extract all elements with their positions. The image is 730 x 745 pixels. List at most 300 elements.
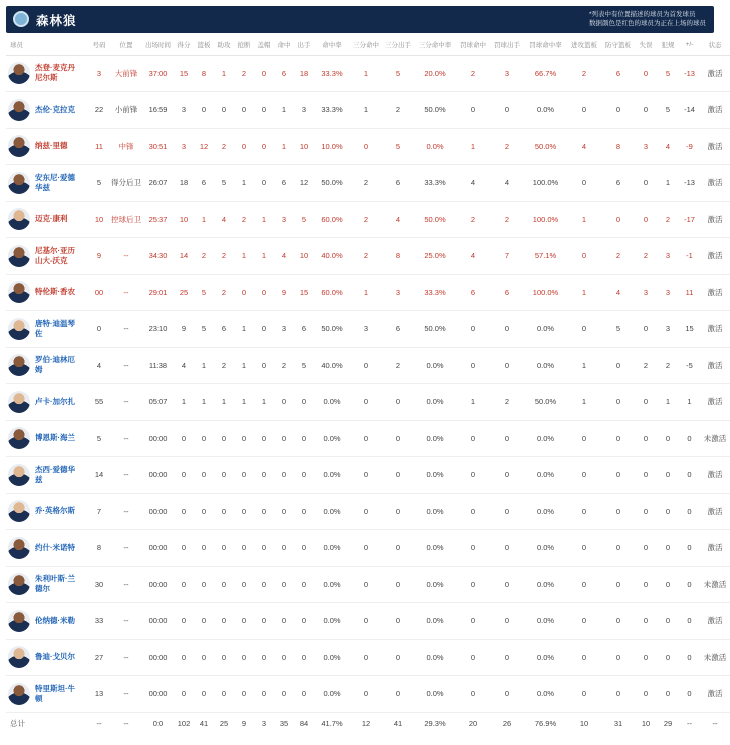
stat-cell: 0.0% bbox=[314, 493, 350, 530]
stat-cell: 10.0% bbox=[314, 128, 350, 165]
stat-cell: 0.0% bbox=[414, 639, 456, 676]
stat-cell: 0 bbox=[194, 420, 214, 457]
stat-cell: 3 bbox=[174, 92, 194, 129]
player-avatar[interactable] bbox=[8, 172, 30, 194]
legend-line-2: 数据颜色是红色的球员为正在上场的球员 bbox=[589, 20, 706, 27]
stat-cell: 0 bbox=[657, 639, 679, 676]
total-stat-cell: 29.3% bbox=[424, 718, 446, 728]
stat-cell: 0 bbox=[490, 420, 524, 457]
stat-cell: 0 bbox=[214, 420, 234, 457]
player-name-link[interactable]: 杰西·爱德华兹 bbox=[35, 464, 75, 484]
player-cell[interactable] bbox=[6, 603, 88, 640]
player-name-link[interactable]: 纳兹·里德 bbox=[35, 141, 68, 151]
player-row[interactable] bbox=[6, 639, 730, 676]
stat-cell: 0 bbox=[567, 603, 601, 640]
player-row[interactable] bbox=[6, 238, 730, 275]
stat-cell: 0 bbox=[214, 92, 234, 129]
stat-cell: 0 bbox=[456, 311, 490, 348]
column-header[interactable]: 号码 bbox=[88, 35, 110, 55]
status-cell: 激活 bbox=[700, 238, 730, 275]
stat-cell: 2 bbox=[382, 347, 414, 384]
player-row[interactable] bbox=[6, 530, 730, 567]
stat-cell: 100.0% bbox=[524, 274, 567, 311]
player-cell[interactable] bbox=[6, 420, 88, 457]
stat-cell: 00:00 bbox=[142, 493, 174, 530]
stat-cell: 0 bbox=[194, 493, 214, 530]
stat-cell: 1 bbox=[254, 238, 274, 275]
team-logo-icon bbox=[13, 11, 29, 27]
status-cell: 激活 bbox=[700, 676, 730, 713]
stat-cell: 3 bbox=[635, 128, 657, 165]
column-header[interactable]: +/- bbox=[679, 35, 700, 55]
player-cell[interactable] bbox=[6, 311, 88, 348]
player-name-link[interactable]: 特里斯坦·牛顿 bbox=[35, 683, 75, 703]
status-cell: 未激活 bbox=[700, 639, 730, 676]
stat-cell: 2 bbox=[382, 92, 414, 129]
stat-cell: 15 bbox=[679, 311, 700, 348]
player-cell[interactable] bbox=[6, 128, 88, 165]
stat-cell: 1 bbox=[456, 384, 490, 421]
stat-cell: 0 bbox=[350, 347, 382, 384]
stat-cell: 5 bbox=[294, 347, 314, 384]
stat-cell: 50.0% bbox=[314, 311, 350, 348]
stat-cell: 3 bbox=[294, 92, 314, 129]
stat-cell: 29:01 bbox=[142, 274, 174, 311]
stat-cell: -13 bbox=[679, 55, 700, 92]
stat-cell: 5 bbox=[88, 165, 110, 202]
stat-cell: 1 bbox=[657, 384, 679, 421]
stat-cell: 10 bbox=[88, 201, 110, 238]
column-header[interactable]: 犯规 bbox=[657, 35, 679, 55]
player-cell[interactable] bbox=[6, 55, 88, 92]
stat-cell: 27 bbox=[88, 639, 110, 676]
player-avatar[interactable] bbox=[8, 537, 30, 559]
player-avatar[interactable] bbox=[8, 500, 30, 522]
player-cell[interactable] bbox=[6, 274, 88, 311]
stat-cell: 0 bbox=[679, 420, 700, 457]
total-stat-cell: 41 bbox=[393, 718, 403, 728]
player-avatar[interactable] bbox=[8, 135, 30, 157]
stat-cell: 0 bbox=[254, 165, 274, 202]
status-cell: 激活 bbox=[700, 311, 730, 348]
player-avatar[interactable] bbox=[8, 391, 30, 413]
column-header[interactable]: 三分命中率 bbox=[414, 35, 456, 55]
player-row[interactable] bbox=[6, 128, 730, 165]
stat-cell: 0 bbox=[382, 566, 414, 603]
player-row[interactable] bbox=[6, 92, 730, 129]
stat-cell: 0 bbox=[274, 530, 294, 567]
stat-cell: 5 bbox=[194, 274, 214, 311]
stat-cell: 2 bbox=[214, 347, 234, 384]
status-cell: 激活 bbox=[700, 493, 730, 530]
total-stat-cell: -- bbox=[96, 718, 102, 728]
stat-cell: 10 bbox=[294, 128, 314, 165]
legend-line-1: *列表中有位置描述的球员为首发球员 bbox=[589, 11, 696, 18]
player-name-link[interactable]: 迈克·康利 bbox=[35, 214, 68, 224]
player-row[interactable] bbox=[6, 566, 730, 603]
player-name-link[interactable]: 杰伦·克拉克 bbox=[35, 104, 75, 114]
column-header[interactable]: 位置 bbox=[110, 35, 142, 55]
player-cell[interactable] bbox=[6, 639, 88, 676]
stat-cell: 1 bbox=[214, 55, 234, 92]
stat-cell: 18 bbox=[294, 55, 314, 92]
player-name-link[interactable]: 博恩斯·海兰 bbox=[35, 433, 75, 443]
stat-cell: 0 bbox=[254, 420, 274, 457]
player-name-link[interactable]: 约什·米诺特 bbox=[35, 542, 75, 552]
player-avatar[interactable] bbox=[8, 464, 30, 486]
total-stat-cell: 29 bbox=[663, 718, 673, 728]
stat-cell: 0.0% bbox=[314, 530, 350, 567]
stat-cell: 0 bbox=[490, 530, 524, 567]
stat-cell: 2 bbox=[350, 201, 382, 238]
stat-cell: 16:59 bbox=[142, 92, 174, 129]
player-row[interactable] bbox=[6, 311, 730, 348]
stat-cell: 6 bbox=[601, 55, 635, 92]
stat-cell: 23:10 bbox=[142, 311, 174, 348]
stat-cell: 0 bbox=[567, 566, 601, 603]
total-stat-cell: 3 bbox=[261, 718, 267, 728]
stat-cell: 0 bbox=[490, 457, 524, 494]
stat-cell: -- bbox=[110, 493, 142, 530]
player-name-link[interactable]: 尼基尔·亚历山大-沃克 bbox=[35, 245, 75, 265]
player-row[interactable] bbox=[6, 347, 730, 384]
stat-cell: 0 bbox=[456, 530, 490, 567]
player-avatar[interactable] bbox=[8, 610, 30, 632]
player-row[interactable] bbox=[6, 493, 730, 530]
stat-cell: 0 bbox=[350, 676, 382, 713]
stat-cell: 4 bbox=[657, 128, 679, 165]
stat-cell: 0 bbox=[635, 201, 657, 238]
stat-cell: 40.0% bbox=[314, 347, 350, 384]
stat-cell: 0 bbox=[274, 639, 294, 676]
stat-cell: 00:00 bbox=[142, 676, 174, 713]
player-name-link[interactable]: 乔·英格尔斯 bbox=[35, 506, 75, 516]
stat-cell: 0 bbox=[601, 457, 635, 494]
stat-cell: 0 bbox=[490, 347, 524, 384]
stat-cell: 0 bbox=[635, 384, 657, 421]
stat-cell: 33.3% bbox=[314, 55, 350, 92]
stat-cell: 0 bbox=[254, 457, 274, 494]
stat-cell: 4 bbox=[88, 347, 110, 384]
stat-cell: 4 bbox=[274, 238, 294, 275]
stat-cell: 1 bbox=[234, 165, 254, 202]
player-row[interactable] bbox=[6, 201, 730, 238]
stat-cell: 34:30 bbox=[142, 238, 174, 275]
stat-cell: 0 bbox=[567, 639, 601, 676]
stat-cell: 0 bbox=[294, 420, 314, 457]
stat-cell: 0 bbox=[214, 639, 234, 676]
total-stat-cell: -- bbox=[712, 718, 718, 728]
stat-cell: 0 bbox=[214, 530, 234, 567]
stat-cell: 0 bbox=[274, 493, 294, 530]
total-stat-cell: 10 bbox=[641, 718, 651, 728]
player-cell[interactable] bbox=[6, 530, 88, 567]
player-row[interactable] bbox=[6, 676, 730, 713]
column-header[interactable]: 状态 bbox=[700, 35, 730, 55]
stat-cell: 5 bbox=[382, 128, 414, 165]
stat-cell: -- bbox=[110, 676, 142, 713]
totals-row bbox=[6, 712, 730, 734]
stat-cell: 60.0% bbox=[314, 201, 350, 238]
stat-cell: 2 bbox=[635, 347, 657, 384]
stat-cell: -- bbox=[110, 639, 142, 676]
player-row[interactable] bbox=[6, 165, 730, 202]
stat-cell: 0 bbox=[635, 92, 657, 129]
column-header[interactable]: 进攻篮板 bbox=[567, 35, 601, 55]
stat-cell: 0 bbox=[350, 566, 382, 603]
stat-cell: 3 bbox=[657, 311, 679, 348]
stat-cell: 0 bbox=[194, 566, 214, 603]
stat-cell: 0 bbox=[294, 530, 314, 567]
stat-cell: 0 bbox=[567, 238, 601, 275]
status-cell: 激活 bbox=[700, 274, 730, 311]
stat-cell: 33.3% bbox=[414, 274, 456, 311]
player-row[interactable] bbox=[6, 603, 730, 640]
stat-cell: 30 bbox=[88, 566, 110, 603]
stat-cell: 1 bbox=[234, 238, 254, 275]
player-name-link[interactable]: 鲁迪·戈贝尔 bbox=[35, 652, 75, 662]
stat-cell: 0 bbox=[254, 493, 274, 530]
stat-cell: 66.7% bbox=[524, 55, 567, 92]
stat-cell: 2 bbox=[567, 55, 601, 92]
column-header[interactable]: 罚球出手 bbox=[490, 35, 524, 55]
total-stat-cell: 25 bbox=[219, 718, 229, 728]
stat-cell: 0 bbox=[294, 603, 314, 640]
stat-cell: 0 bbox=[234, 128, 254, 165]
stat-cell: 0 bbox=[382, 420, 414, 457]
stat-cell: 1 bbox=[350, 274, 382, 311]
player-avatar[interactable] bbox=[8, 281, 30, 303]
stat-cell: 15 bbox=[294, 274, 314, 311]
stat-cell: 4 bbox=[214, 201, 234, 238]
player-row[interactable] bbox=[6, 55, 730, 92]
stat-cell: 3 bbox=[174, 128, 194, 165]
stat-cell: 0 bbox=[567, 493, 601, 530]
player-cell[interactable] bbox=[6, 165, 88, 202]
total-stat-cell: 41 bbox=[199, 718, 209, 728]
stat-cell: 0 bbox=[254, 347, 274, 384]
stat-cell: 0 bbox=[456, 603, 490, 640]
column-header[interactable]: 抢断 bbox=[234, 35, 254, 55]
player-name-link[interactable]: 杰登·麦克丹尼尔斯 bbox=[35, 63, 75, 83]
stat-cell: 30:51 bbox=[142, 128, 174, 165]
stat-cell: 5 bbox=[601, 311, 635, 348]
stat-cell: 0 bbox=[254, 55, 274, 92]
total-stat-cell: 84 bbox=[299, 718, 309, 728]
player-avatar[interactable] bbox=[8, 318, 30, 340]
column-header[interactable]: 失误 bbox=[635, 35, 657, 55]
stat-cell: -9 bbox=[679, 128, 700, 165]
player-name-link[interactable]: 伦纳德·米勒 bbox=[35, 615, 75, 625]
stat-cell: 0 bbox=[567, 165, 601, 202]
stat-cell: -- bbox=[110, 603, 142, 640]
player-row[interactable] bbox=[6, 457, 730, 494]
player-row[interactable] bbox=[6, 274, 730, 311]
stat-cell: 33.3% bbox=[414, 165, 456, 202]
stat-cell: 25.0% bbox=[414, 238, 456, 275]
player-cell[interactable] bbox=[6, 238, 88, 275]
stat-cell: 0 bbox=[350, 128, 382, 165]
team-header bbox=[6, 6, 714, 33]
player-avatar[interactable] bbox=[8, 646, 30, 668]
status-cell: 未激活 bbox=[700, 566, 730, 603]
stat-cell: 0 bbox=[254, 92, 274, 129]
stat-cell: 0 bbox=[601, 603, 635, 640]
player-avatar[interactable] bbox=[8, 99, 30, 121]
stat-cell: 3 bbox=[635, 274, 657, 311]
player-cell[interactable] bbox=[6, 493, 88, 530]
status-cell: 激活 bbox=[700, 530, 730, 567]
stat-cell: 22 bbox=[88, 92, 110, 129]
stat-cell: 0 bbox=[234, 493, 254, 530]
stat-cell: 0 bbox=[194, 92, 214, 129]
stat-cell: 0 bbox=[382, 603, 414, 640]
stat-cell: 6 bbox=[274, 165, 294, 202]
player-name-link[interactable]: 卢卡·加尔扎 bbox=[35, 396, 75, 406]
stat-cell: 0 bbox=[456, 676, 490, 713]
total-stat-cell: 41.7% bbox=[321, 718, 343, 728]
stat-cell: 0 bbox=[456, 92, 490, 129]
column-header[interactable]: 出手 bbox=[294, 35, 314, 55]
stat-cell: 8 bbox=[88, 530, 110, 567]
total-stat-cell: 9 bbox=[241, 718, 247, 728]
stat-cell: 2 bbox=[490, 201, 524, 238]
column-header[interactable]: 三分出手 bbox=[382, 35, 414, 55]
stat-cell: 0 bbox=[234, 420, 254, 457]
stat-cell: 3 bbox=[382, 274, 414, 311]
stat-cell: 0 bbox=[679, 493, 700, 530]
player-row[interactable] bbox=[6, 420, 730, 457]
status-cell: 未激活 bbox=[700, 420, 730, 457]
player-cell[interactable] bbox=[6, 566, 88, 603]
stat-cell: 5 bbox=[214, 165, 234, 202]
stat-cell: 12 bbox=[294, 165, 314, 202]
stat-cell: 6 bbox=[274, 55, 294, 92]
player-cell[interactable] bbox=[6, 457, 88, 494]
stat-cell: 37:00 bbox=[142, 55, 174, 92]
player-cell[interactable] bbox=[6, 347, 88, 384]
player-avatar[interactable] bbox=[8, 245, 30, 267]
player-row[interactable] bbox=[6, 384, 730, 421]
player-cell[interactable] bbox=[6, 384, 88, 421]
stat-cell: -- bbox=[110, 311, 142, 348]
stat-cell: 0 bbox=[234, 92, 254, 129]
stat-cell: 2 bbox=[194, 238, 214, 275]
stat-cell: 6 bbox=[456, 274, 490, 311]
stat-cell: 0.0% bbox=[524, 676, 567, 713]
stat-cell: 1 bbox=[174, 384, 194, 421]
stat-cell: 3 bbox=[657, 238, 679, 275]
stat-cell: 4 bbox=[456, 238, 490, 275]
stat-cell: 0 bbox=[490, 566, 524, 603]
stat-cell: 0.0% bbox=[414, 128, 456, 165]
stat-cell: 1 bbox=[567, 384, 601, 421]
stat-cell: 得分后卫 bbox=[110, 165, 142, 202]
player-cell[interactable] bbox=[6, 92, 88, 129]
status-cell: 激活 bbox=[700, 201, 730, 238]
player-avatar[interactable] bbox=[8, 683, 30, 705]
stat-cell: 2 bbox=[350, 238, 382, 275]
stat-cell: 0 bbox=[657, 676, 679, 713]
stat-cell: 0 bbox=[567, 92, 601, 129]
totals-label: 总计 bbox=[10, 718, 25, 728]
stat-cell: 2 bbox=[234, 55, 254, 92]
stat-cell: 0.0% bbox=[524, 639, 567, 676]
stat-cell: 7 bbox=[88, 493, 110, 530]
stat-cell: 0 bbox=[174, 603, 194, 640]
column-header[interactable]: 命中 bbox=[274, 35, 294, 55]
stat-cell: 0 bbox=[254, 128, 274, 165]
column-header[interactable]: 得分 bbox=[174, 35, 194, 55]
stat-cell: 0 bbox=[254, 311, 274, 348]
stat-cell: 0 bbox=[350, 639, 382, 676]
column-header[interactable]: 罚球命中 bbox=[456, 35, 490, 55]
stat-cell: 3 bbox=[88, 55, 110, 92]
player-avatar[interactable] bbox=[8, 427, 30, 449]
stat-cell: 0 bbox=[601, 347, 635, 384]
stat-cell: 00 bbox=[88, 274, 110, 311]
player-cell[interactable] bbox=[6, 676, 88, 713]
player-avatar[interactable] bbox=[8, 62, 30, 84]
stat-cell: 00:00 bbox=[142, 639, 174, 676]
stat-cell: 1 bbox=[194, 201, 214, 238]
stat-cell: 3 bbox=[274, 311, 294, 348]
stat-cell: 0 bbox=[657, 603, 679, 640]
stat-cell: 55 bbox=[88, 384, 110, 421]
status-cell: 激活 bbox=[700, 457, 730, 494]
stat-cell: 0.0% bbox=[414, 566, 456, 603]
player-avatar[interactable] bbox=[8, 354, 30, 376]
player-name-link[interactable]: 朱利叶斯·兰德尔 bbox=[35, 574, 75, 594]
column-header[interactable]: 命中率 bbox=[314, 35, 350, 55]
column-header[interactable]: 防守篮板 bbox=[601, 35, 635, 55]
total-stat-cell: 102 bbox=[177, 718, 191, 728]
column-header-player[interactable]: 球员 bbox=[6, 35, 88, 55]
player-avatar[interactable] bbox=[8, 208, 30, 230]
stat-cell: 6 bbox=[490, 274, 524, 311]
player-name-link[interactable]: 罗伯·迪林厄姆 bbox=[35, 355, 75, 375]
column-header[interactable]: 罚球命中率 bbox=[524, 35, 567, 55]
stat-cell: 0 bbox=[274, 566, 294, 603]
stat-cell: 57.1% bbox=[524, 238, 567, 275]
stat-cell: 0 bbox=[635, 639, 657, 676]
stat-cell: 0 bbox=[601, 92, 635, 129]
stat-cell: 0 bbox=[214, 493, 234, 530]
column-header[interactable]: 三分命中 bbox=[350, 35, 382, 55]
stat-cell: 0 bbox=[350, 603, 382, 640]
stat-cell: -- bbox=[110, 457, 142, 494]
stat-cell: 6 bbox=[214, 311, 234, 348]
player-name-link[interactable]: 唐特·迪温琴佐 bbox=[35, 318, 75, 338]
stat-cell: 26:07 bbox=[142, 165, 174, 202]
total-stat-cell: 20 bbox=[468, 718, 478, 728]
stat-cell: 15 bbox=[174, 55, 194, 92]
player-name-link[interactable]: 特伦斯·香农 bbox=[35, 287, 75, 297]
stat-cell: -- bbox=[110, 384, 142, 421]
column-header[interactable]: 篮板 bbox=[194, 35, 214, 55]
column-header[interactable]: 出场时间 bbox=[142, 35, 174, 55]
stat-cell: 2 bbox=[657, 201, 679, 238]
stat-cell: 100.0% bbox=[524, 165, 567, 202]
column-header[interactable]: 助攻 bbox=[214, 35, 234, 55]
column-header[interactable]: 盖帽 bbox=[254, 35, 274, 55]
stat-cell: 0 bbox=[657, 457, 679, 494]
player-cell[interactable] bbox=[6, 201, 88, 238]
stat-cell: 1 bbox=[234, 384, 254, 421]
player-name-link[interactable]: 安东尼·爱德华兹 bbox=[35, 172, 75, 192]
player-avatar[interactable] bbox=[8, 573, 30, 595]
stat-cell: 0 bbox=[679, 457, 700, 494]
